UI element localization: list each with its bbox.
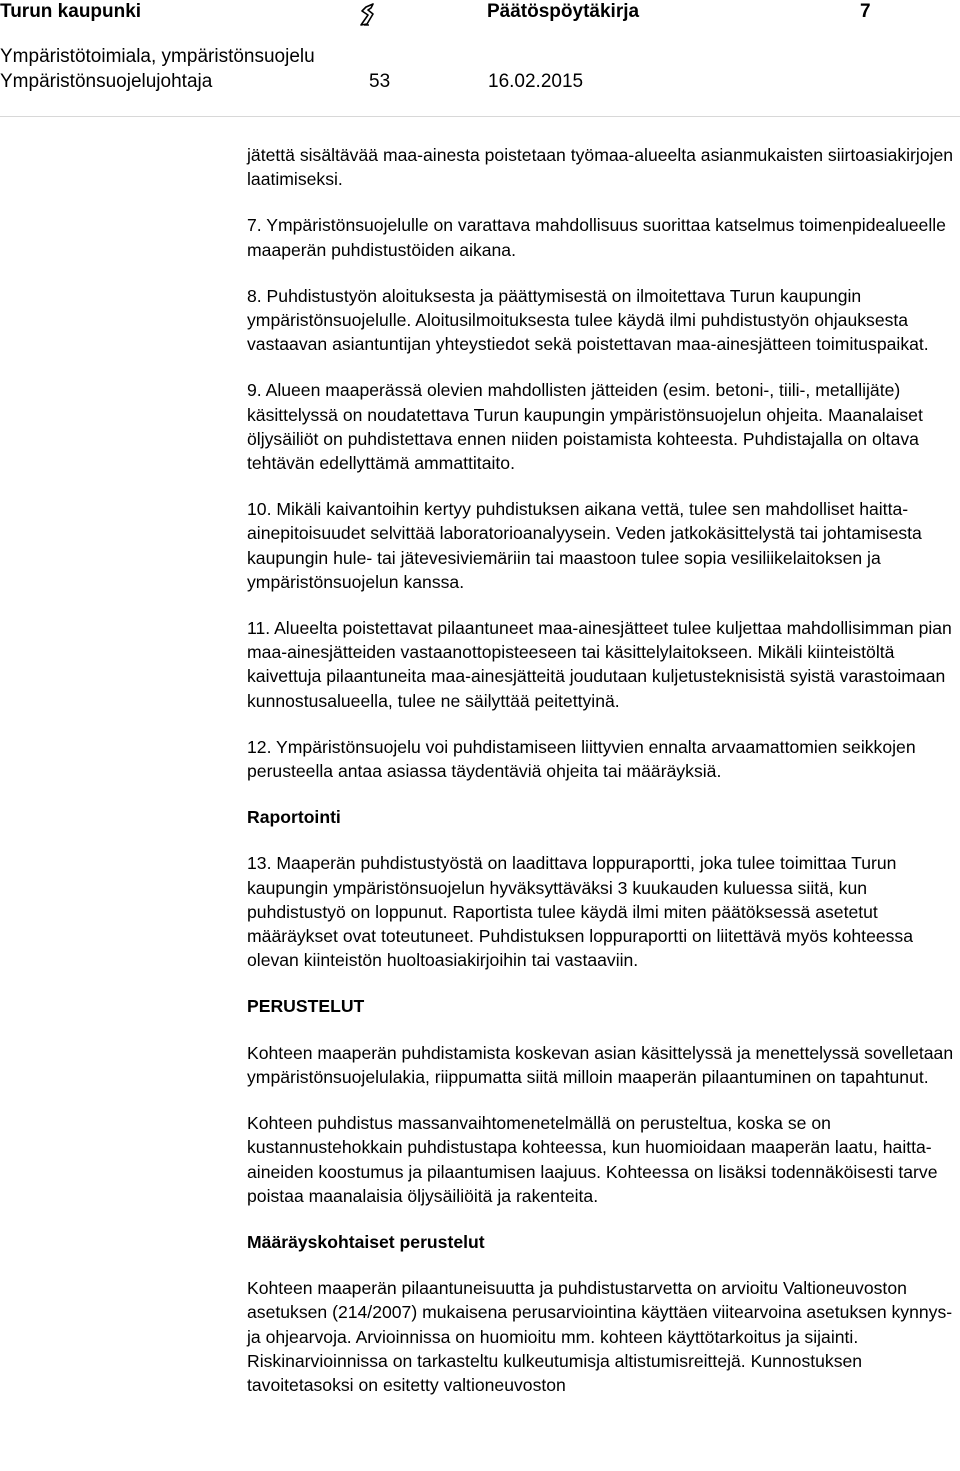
- decision-date: 16.02.2015: [488, 71, 584, 92]
- heading-perustelut: PERUSTELUT: [247, 996, 365, 1017]
- paragraph-item-13: 13. Maaperän puhdistustyöstä on laadittava loppuraportti, joka tulee toimittaa Turun kaupungin ympäristönsuojelun hyväksyttäväksi 3 kuukauden kuluessa siitä, kun puhdistustyö on loppunut. Raportista tulee käydä ilmi miten päätöksessä asetetut määräykset ovat toteutuneet. Puhdistuksen loppuraportti on liitettävä myös kohteessa olevan kiinteistön huoltoasiakirjoihin tai vastaaviin.: [247, 853, 914, 971]
- paragraph-item-9: 9. Alueen maaperässä olevien mahdollisten jätteiden (esim. betoni-, tiili-, metallijäte) käsittelyssä on noudatettava Turun kaupungin ympäristönsuojelun ohjeita. Maanalaiset öljysäiliöt on puhdistettava ennen niiden poistamista kohteesta. Puhdistajalla on oltava tehtävän edellyttämä ammattitaito.: [247, 380, 923, 474]
- unit-name: Ympäristötoimiala, ympäristönsuojelu: [0, 46, 315, 67]
- page-number: 7: [860, 1, 871, 22]
- heading-maarayskohtaiset: Määräyskohtaiset perustelut: [247, 1231, 485, 1252]
- paragraph-perustelut-1: Kohteen maaperän puhdistamista koskevan asian käsittelyssä ja menettelyssä sovelletaan ympäristönsuojelulakia, riippumatta siitä milloin maaperän pilaantuminen on tapahtunut.: [247, 1042, 954, 1087]
- paragraph-item-11: 11. Alueelta poistettavat pilaantuneet maa-ainesjätteet tulee kuljettaa mahdollisimman pian maa-ainesjätteiden vastaanottopisteeseen tai käsittelylaitokseen. Mikäli kiinteistöltä kaivettuja pilaantuneita maa-ainesjätteitä joudutaan kuljetusteknisistä syistä varastoimaan kunnostusalueella, tulee ne säilyttää peitettyinä.: [247, 618, 952, 711]
- paragraph-item-7: 7. Ympäristönsuojelulle on varattava mahdollisuus suorittaa katselmus toimenpidealueelle maaperän puhdistustöiden aikana.: [247, 215, 946, 260]
- document-header: [0, 0, 960, 120]
- section-number: 53: [369, 71, 391, 92]
- paragraph-item-10: 10. Mikäli kaivantoihin kertyy puhdistuksen aikana vettä, tulee sen mahdolliset haitta-ainepitoisuudet selvittää laboratorioanalyysein. Veden jatkokäsittelystä tai johtamisesta kaupungin hule- tai jätevesiviemäriin tai maastoon tulee sopia vesiliikelaitoksen ja ympäristönsuojelun kanssa.: [247, 499, 922, 592]
- paragraph-maarays-1: Kohteen maaperän pilaantuneisuutta ja puhdistustarvetta on arvioitu Valtioneuvoston asetuksen (214/2007) mukaisena perusarviointina käyttäen viitearvoina asetuksen kynnys- ja ohjearvoja. Arvioinnissa on huomioitu mm. kohteen käyttötarkoitus ja sijainti. Riskinarvioinnissa on tarkasteltu kulkeutumisja altistumisreittejä. Kunnostuksen tavoitetasoksi on esitetty valtioneuvoston: [247, 1278, 953, 1395]
- header-divider: [0, 116, 960, 117]
- document-type: Päätöspöytäkirja: [487, 1, 640, 22]
- paragraph-continued: jätettä sisältävää maa-ainesta poistetaan työmaa-alueelta asianmukaisten siirtoasiakirjojen laatimiseksi.: [247, 145, 954, 190]
- document-body: [247, 143, 959, 1397]
- paragraph-perustelut-2: Kohteen puhdistus massanvaihtomenetelmällä on perusteltua, koska se on kustannustehokkain puhdistustapa kohteessa, kun huomioidaan maaperän laatu, haitta-aineiden koostumus ja pilaantumisen laajuus. Kohteessa on lisäksi todennäköisesti tarve poistaa maanalaisia öljysäiliöitä ja rakenteita.: [247, 1113, 938, 1206]
- city-name: Turun kaupunki: [0, 1, 142, 22]
- turku-crest-icon: [358, 3, 378, 27]
- decision-maker-role: Ympäristönsuojelujohtaja: [0, 71, 213, 92]
- paragraph-item-12: 12. Ympäristönsuojelu voi puhdistamiseen liittyvien ennalta arvaamattomien seikkojen perusteella antaa asiassa täydentäviä ohjeita tai määräyksiä.: [247, 736, 916, 782]
- heading-raportointi: Raportointi: [247, 807, 341, 828]
- paragraph-item-8: 8. Puhdistustyön aloituksesta ja päättymisestä on ilmoitettava Turun kaupungin ympäristönsuojelulle. Aloitusilmoituksesta tulee käydä ilmi puhdistustyön ohjauksesta vastaavan asiantuntijan yhteystiedot sekä poistettavan maa-ainesjätteen toimituspaikat.: [247, 285, 929, 355]
